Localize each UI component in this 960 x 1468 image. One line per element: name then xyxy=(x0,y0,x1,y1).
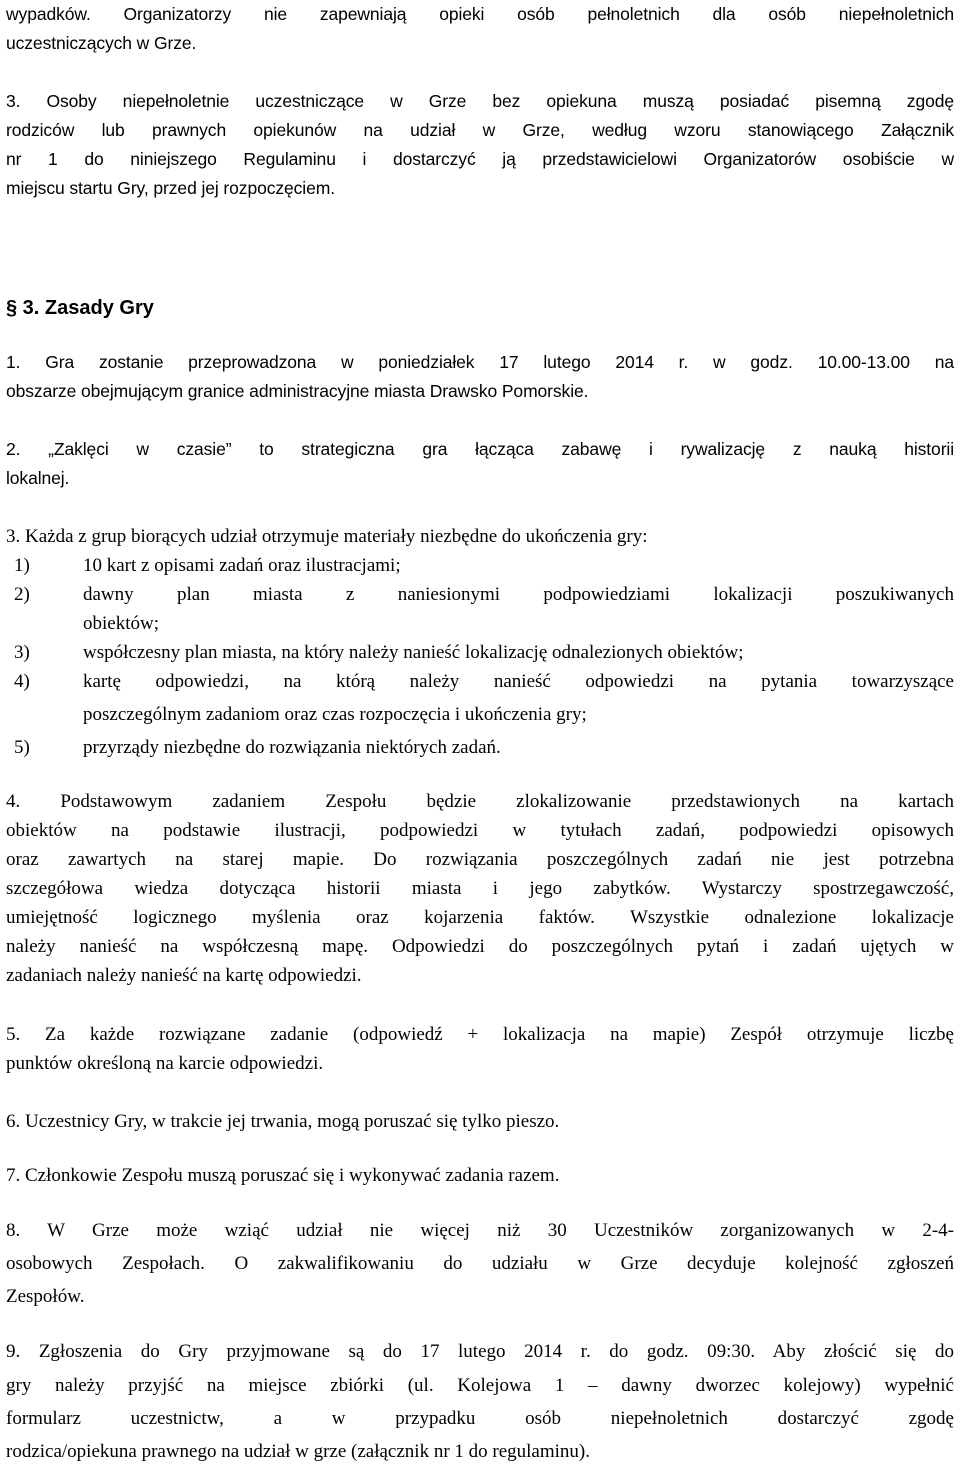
list-item-text-continued: poszczególnym zadaniom oraz czas rozpoczęcia i ukończenia gry; xyxy=(83,704,587,725)
list-item-number: 2) xyxy=(14,584,30,605)
rule-5-line-2: punktów określoną na karcie odpowiedzi. xyxy=(6,1053,324,1074)
rule-9-line-3: formularz uczestnictw, a w przypadku osób niepełnoletnich dostarczyć zgodę xyxy=(6,1408,954,1429)
rule-8-line-2: osobowych Zespołach. O zakwalifikowaniu do udziału w Grze decyduje kolejność zgłoszeń xyxy=(6,1253,954,1274)
list-item-text: 10 kart z opisami zadań oraz ilustracjami; xyxy=(83,555,401,576)
section-heading: § 3. Zasady Gry xyxy=(6,297,154,319)
minors-line-4: miejscu startu Gry, przed jej rozpoczęciem. xyxy=(6,178,335,198)
rule-2-line-1: 2. „Zaklęci w czasie” to strategiczna gra łącząca zabawę i rywalizację z nauką historii xyxy=(6,439,954,459)
rule-4-line-6: należy nanieść na współczesną mapę. Odpowiedzi do poszczególnych pytań i zadań ujętych w xyxy=(6,936,954,957)
rule-8-line-1: 8. W Grze może wziąć udział nie więcej niż 30 Uczestników zorganizowanych w 2-4- xyxy=(6,1220,954,1241)
list-item-text-continued: obiektów; xyxy=(83,613,159,634)
list-item-number: 1) xyxy=(14,555,30,576)
list-item-number: 3) xyxy=(14,642,30,663)
intro-line-1: wypadków. Organizatorzy nie zapewniają opieki osób pełnoletnich dla osób niepełnoletnich xyxy=(6,4,954,24)
rule-9-line-2: gry należy przyjść na miejsce zbiórki (ul. Kolejowa 1 – dawny dworzec kolejowy) wypełnić xyxy=(6,1375,954,1396)
minors-line-3: nr 1 do niniejszego Regulaminu i dostarczyć ją przedstawicielowi Organizatorów osobiście w xyxy=(6,149,954,169)
rule-5-line-1: 5. Za każde rozwiązane zadanie (odpowiedź + lokalizacja na mapie) Zespół otrzymuje liczbę xyxy=(6,1024,954,1045)
rule-8-line-3: Zespołów. xyxy=(6,1286,85,1307)
rule-4-line-2: obiektów na podstawie ilustracji, podpowiedzi w tytułach zadań, podpowiedzi opisowych xyxy=(6,820,954,841)
rule-4-line-7: zadaniach należy nanieść na kartę odpowiedzi. xyxy=(6,965,362,986)
rule-7: 7. Członkowie Zespołu muszą poruszać się i wykonywać zadania razem. xyxy=(6,1165,560,1186)
list-item-number: 5) xyxy=(14,737,30,758)
list-item-text: przyrządy niezbędne do rozwiązania niektórych zadań. xyxy=(83,737,501,758)
rule-9-line-4: rodzica/opiekuna prawnego na udział w grze (załącznik nr 1 do regulaminu). xyxy=(6,1441,590,1462)
rule-4-line-1: 4. Podstawowym zadaniem Zespołu będzie zlokalizowanie przedstawionych na kartach xyxy=(6,791,954,812)
list-item-text: dawny plan miasta z naniesionymi podpowiedziami lokalizacji poszukiwanych xyxy=(83,584,954,605)
minors-line-2: rodziców lub prawnych opiekunów na udział w Grze, według wzoru stanowiącego Załącznik xyxy=(6,120,954,140)
minors-line-1: 3. Osoby niepełnoletnie uczestniczące w Grze bez opiekuna muszą posiadać pisemną zgodę xyxy=(6,91,954,111)
list-item-number: 4) xyxy=(14,671,30,692)
rule-6: 6. Uczestnicy Gry, w trakcie jej trwania, mogą poruszać się tylko pieszo. xyxy=(6,1111,560,1132)
rule-1-line-1: 1. Gra zostanie przeprowadzona w poniedziałek 17 lutego 2014 r. w godz. 10.00-13.00 na xyxy=(6,352,954,372)
rule-2-line-2: lokalnej. xyxy=(6,468,70,488)
rule-4-line-4: szczegółowa wiedza dotycząca historii miasta i jego zabytków. Wystarczy spostrzegawczość, xyxy=(6,878,954,899)
rule-4-line-5: umiejętność logicznego myślenia oraz kojarzenia faktów. Wszystkie odnalezione lokalizacje xyxy=(6,907,954,928)
rule-4-line-3: oraz zawartych na starej mapie. Do rozwiązania poszczególnych zadań nie jest potrzebna xyxy=(6,849,954,870)
rule-3-intro: 3. Każda z grup biorących udział otrzymuje materiały niezbędne do ukończenia gry: xyxy=(6,526,648,547)
intro-line-2: uczestniczących w Grze. xyxy=(6,33,197,53)
rule-1-line-2: obszarze obejmującym granice administracyjne miasta Drawsko Pomorskie. xyxy=(6,381,589,401)
list-item-text: współczesny plan miasta, na który należy nanieść lokalizację odnalezionych obiektów; xyxy=(83,642,744,663)
list-item-text: kartę odpowiedzi, na którą należy nanieść odpowiedzi na pytania towarzyszące xyxy=(83,671,954,692)
rule-9-line-1: 9. Zgłoszenia do Gry przyjmowane są do 17 lutego 2014 r. do godz. 09:30. Aby złościć się do xyxy=(6,1341,954,1362)
